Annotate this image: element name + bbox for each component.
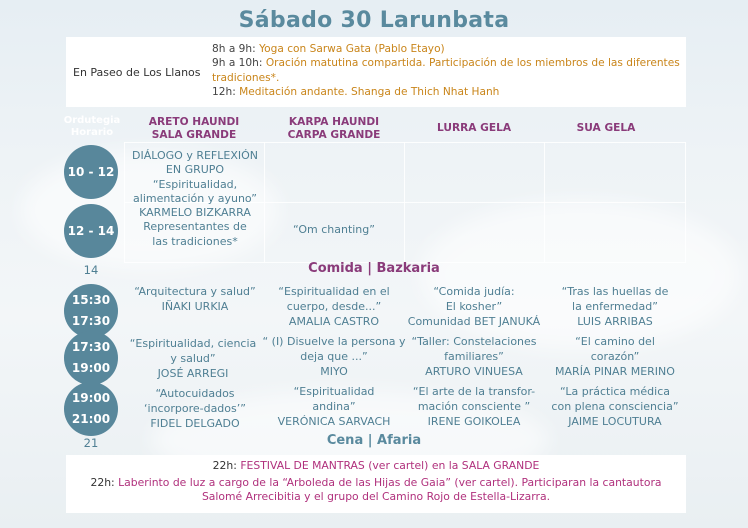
morning-list	[212, 42, 682, 100]
time-slot-label: 19:00	[71, 361, 111, 375]
session-speaker: Comunidad BET JANUKÁ	[407, 315, 541, 328]
page-title: Sábado 30 Larunbata	[238, 8, 510, 33]
time-slot-10-12	[64, 145, 118, 199]
header-line: ARETO HAUNDI	[148, 116, 240, 128]
morning-text: Oración matutina compartida. Participación de los miembros de las diferentes tradiciones*.	[212, 57, 680, 84]
session-title: deja que ...”	[300, 350, 368, 363]
time-slot-label: 10 - 12	[67, 164, 115, 179]
evening-box	[66, 455, 686, 513]
session-title: andina”	[312, 400, 356, 413]
evening-item-festival	[66, 459, 686, 473]
header-sua-gela: SUA GELA	[576, 122, 636, 134]
session-title: familiares”	[444, 350, 504, 363]
session-line: Representantes de	[143, 220, 247, 234]
session-line: DIÁLOGO y REFLEXIÓN	[132, 149, 258, 162]
session-espiritualidad-ciencia	[118, 336, 268, 381]
session-autocuidados	[124, 386, 266, 431]
header-line: KARPA HAUNDI	[288, 116, 380, 128]
session-title: “Arquitectura y salud”	[134, 285, 256, 298]
session-speaker: JAIME LOCUTURA	[568, 415, 662, 428]
session-line: alimentación y ayuno”	[133, 191, 257, 205]
lunch-banner: Comida | Bazkaria	[308, 261, 440, 276]
dinner-hour: 21	[83, 436, 99, 450]
header-time-line: Horario	[70, 126, 114, 138]
session-arte-transformacion	[404, 384, 544, 429]
session-line: “Espiritualidad,	[152, 177, 238, 191]
time-slot-label: 15:30	[71, 293, 111, 307]
evening-time: 22h:	[212, 459, 237, 472]
session-huellas-enfermedad	[544, 284, 686, 329]
session-title: y salud”	[170, 352, 216, 365]
session-title: “Autocuidados	[155, 387, 235, 400]
session-title: corazón”	[590, 350, 640, 363]
session-practica-medica	[544, 384, 686, 429]
morning-text: Meditación andante. Shanga de Thich Nhat Hanh	[239, 86, 500, 99]
time-slot-12-14	[64, 204, 118, 258]
grid-line	[124, 142, 686, 143]
grid-line	[404, 142, 405, 262]
session-speaker: FIDEL DELGADO	[150, 417, 240, 430]
grid-line	[544, 142, 545, 262]
morning-time: 12h:	[212, 86, 236, 99]
time-slot-label: 21:00	[71, 412, 111, 426]
session-line: las tradiciones*	[152, 234, 238, 248]
session-title: “Espiritualidad, ciencia	[129, 337, 257, 350]
header-line: SALA GRANDE	[151, 128, 237, 141]
session-camino-corazon	[544, 334, 686, 379]
time-slot-1900-2100	[64, 382, 118, 436]
grid-line	[685, 142, 686, 262]
morning-item	[212, 42, 682, 56]
morning-item	[212, 56, 682, 85]
evening-time: 22h:	[90, 476, 115, 489]
session-title: la enfermedad”	[572, 300, 658, 313]
session-title: ‘incorpore-dados’”	[144, 402, 246, 415]
session-title: con plena consciencia”	[551, 400, 679, 413]
session-espiritualidad-andina	[264, 384, 404, 429]
lunch-hour: 14	[83, 263, 99, 277]
session-title: “El arte de la transfor-	[412, 385, 536, 398]
session-speaker: LUIS ARRIBAS	[577, 315, 653, 328]
session-speaker: IÑAKI URKIA	[161, 300, 229, 313]
session-title: “Taller: Constelaciones	[411, 335, 537, 348]
header-sala-grande	[128, 116, 260, 141]
session-title: “Tras las huellas de	[561, 285, 669, 298]
session-disuelve-persona	[260, 334, 408, 379]
evening-item-laberinto	[66, 476, 686, 490]
time-slot-label: 19:00	[71, 391, 111, 405]
morning-box	[66, 37, 686, 107]
header-time-line: Ordutegia	[63, 115, 121, 126]
session-om-chanting: “Om chanting”	[293, 223, 375, 236]
header-lurra-gela: LURRA GELA	[436, 122, 512, 134]
session-title: “El camino del	[575, 335, 655, 348]
session-title: “Espiritualidad	[293, 385, 375, 398]
session-speaker: ARTURO VINUESA	[425, 365, 523, 378]
session-title: “Comida judía:	[433, 285, 515, 298]
session-title: El kosher”	[445, 300, 503, 313]
morning-text: Yoga con Sarwa Gata (Pablo Etayo)	[259, 43, 445, 55]
session-espiritualidad-cuerpo	[264, 284, 404, 329]
time-slot-label: 17:30	[71, 314, 111, 328]
session-speaker: JOSÉ ARREGI	[157, 367, 229, 380]
session-comida-judia	[404, 284, 544, 329]
session-speaker: MIYO	[320, 365, 348, 378]
session-dialogo-reflexion	[124, 149, 266, 249]
time-slot-label: 17:30	[71, 340, 111, 354]
morning-time: 9h a 10h:	[212, 57, 263, 70]
evening-item-laberinto-cont: Salomé Arrecibitia y el grupo del Camino Rojo de Estella-Lizarra.	[201, 490, 551, 503]
session-title: mación consciente ”	[417, 400, 531, 413]
session-speaker: AMALIA CASTRO	[288, 315, 380, 328]
header-carpa-grande	[268, 116, 400, 141]
session-title: “La práctica médica	[560, 385, 670, 398]
time-slot-1530-1730	[64, 284, 118, 338]
time-slot-label: 12 - 14	[67, 223, 115, 238]
header-time	[60, 115, 124, 138]
evening-text: Laberinto de luz a cargo de la “Arboleda de las Hijas de Gaia” (ver cartel). Participaran la cantautora	[118, 476, 662, 489]
session-line: KARMELO BIZKARRA	[139, 206, 251, 220]
session-speaker: VERÓNICA SARVACH	[277, 415, 391, 428]
session-speaker: IRENE GOIKOLEA	[427, 415, 521, 428]
morning-item	[212, 85, 682, 99]
morning-time: 8h a 9h:	[212, 43, 256, 55]
session-constelaciones	[404, 334, 544, 379]
session-title: cuerpo, desde...”	[286, 300, 382, 313]
session-line: EN GRUPO	[165, 163, 225, 177]
evening-text: FESTIVAL DE MANTRAS (ver cartel) en la SALA GRANDE	[240, 459, 540, 472]
session-title: “Espiritualidad en el	[278, 285, 390, 298]
session-title: “ (I) Disuelve la persona y	[262, 335, 406, 348]
dinner-banner: Cena | Afaria	[326, 433, 422, 448]
session-arquitectura-salud	[124, 284, 266, 314]
session-speaker: MARÍA PINAR MERINO	[555, 365, 675, 378]
header-line: CARPA GRANDE	[287, 128, 381, 141]
time-slot-1730-1900	[64, 331, 118, 385]
morning-place: En Paseo de Los Llanos	[73, 66, 201, 79]
